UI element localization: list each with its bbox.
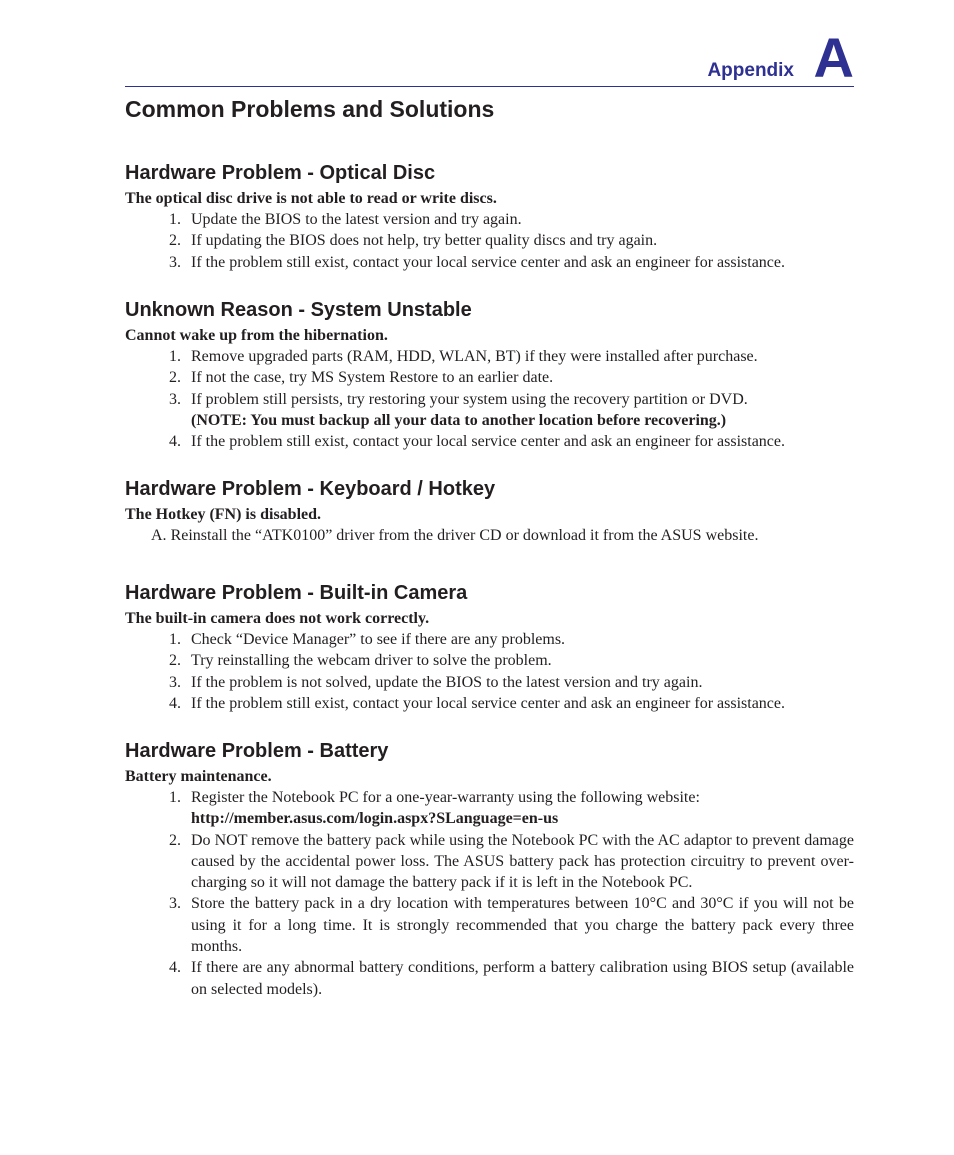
list-item: 3. If the problem still exist, contact your local service center and ask an engineer for assistance.: [169, 253, 785, 271]
section-heading: Hardware Problem - Optical Disc: [125, 162, 436, 184]
section-battery: [125, 738, 854, 1000]
section-keyboard-hotkey: [125, 476, 854, 546]
list-item: 4. If there are any abnormal battery conditions, perform a battery calibration using BIOS setup (available on selected models).: [169, 959, 854, 998]
appendix-letter: A: [813, 26, 854, 89]
list-item: 2. Do NOT remove the battery pack while using the Notebook PC with the AC adaptor to prevent damage caused by the accidental power loss. The ASUS battery pack has protection circuitry to prevent over-charging so it will not damage the battery pack if it is left in the Notebook PC.: [169, 831, 854, 892]
list-item: 2. If updating the BIOS does not help, try better quality discs and try again.: [169, 232, 658, 250]
solution-list: [125, 629, 854, 714]
section-built-in-camera: [125, 580, 854, 714]
problem-statement: Battery maintenance.: [125, 768, 272, 785]
list-item: 2. If not the case, try MS System Restore to an earlier date.: [169, 369, 554, 387]
solution-list: [125, 209, 854, 273]
list-item: A. Reinstall the “ATK0100” driver from the driver CD or download it from the ASUS website.: [151, 527, 759, 544]
solution-list: [125, 346, 854, 452]
registration-link[interactable]: http://member.asus.com/login.aspx?SLanguage=en-us: [191, 810, 559, 828]
section-optical-disc: [125, 160, 854, 273]
list-item: 3. If the problem is not solved, update the BIOS to the latest version and try again.: [169, 673, 703, 691]
section-heading: Hardware Problem - Built-in Camera: [125, 582, 468, 604]
list-item: 3. Store the battery pack in a dry location with temperatures between 10°C and 30°C if you will not be using it for a long time. It is strongly recommended that you charge the battery pack every three months.: [169, 895, 854, 956]
list-item: 1. Register the Notebook PC for a one-year-warranty using the following website: http://member.asus.com/login.aspx?SLanguage=en-us: [169, 789, 700, 828]
list-item: 3. If problem still persists, try restoring your system using the recovery partition or DVD. (NOTE: You must backup all your data to another location before recovering.): [169, 390, 748, 429]
page-header: [125, 26, 854, 89]
section-heading: Hardware Problem - Battery: [125, 740, 389, 762]
list-item: 4. If the problem still exist, contact your local service center and ask an engineer for assistance.: [169, 694, 785, 712]
problem-statement: The Hotkey (FN) is disabled.: [125, 506, 322, 523]
problem-statement: The optical disc drive is not able to read or write discs.: [125, 190, 497, 207]
list-item: 2. Try reinstalling the webcam driver to solve the problem.: [169, 652, 552, 670]
page-title: Common Problems and Solutions: [125, 96, 495, 122]
list-item: 1. Remove upgraded parts (RAM, HDD, WLAN, BT) if they were installed after purchase.: [169, 348, 758, 365]
section-heading: Unknown Reason - System Unstable: [125, 299, 472, 321]
list-item: 1. Check “Device Manager” to see if there are any problems.: [169, 631, 566, 648]
problem-statement: Cannot wake up from the hibernation.: [125, 327, 388, 344]
backup-note: (NOTE: You must backup all your data to another location before recovering.): [191, 411, 727, 429]
section-heading: Hardware Problem - Keyboard / Hotkey: [125, 478, 496, 500]
appendix-label: Appendix: [707, 60, 794, 81]
section-system-unstable: [125, 297, 854, 452]
solution-list: [125, 787, 854, 1000]
list-item: 4. If the problem still exist, contact your local service center and ask an engineer for assistance.: [169, 433, 785, 451]
problem-statement: The built-in camera does not work correctly.: [125, 610, 430, 627]
list-item: 1. Update the BIOS to the latest version and try again.: [169, 211, 522, 228]
